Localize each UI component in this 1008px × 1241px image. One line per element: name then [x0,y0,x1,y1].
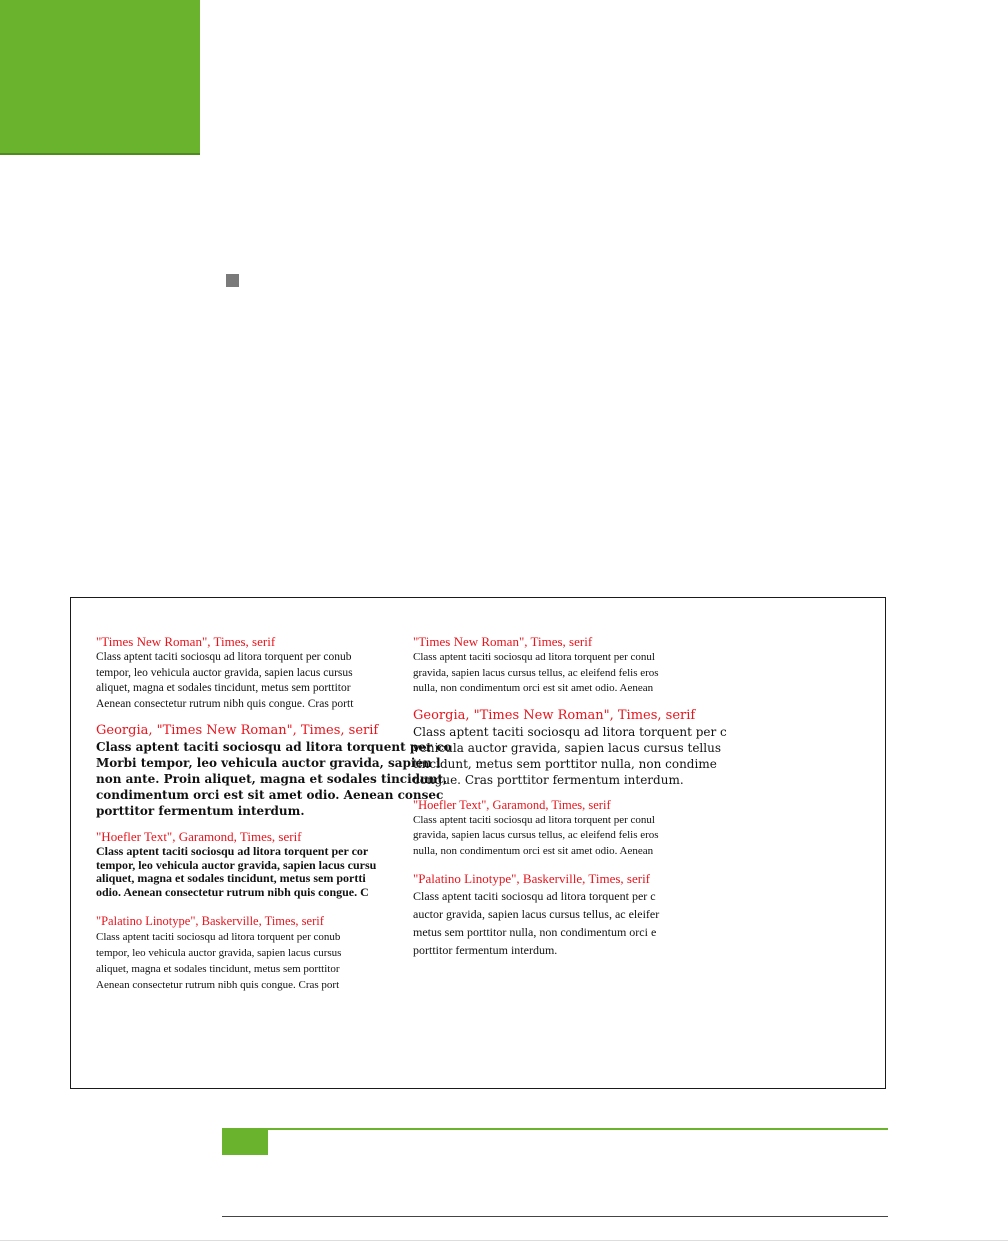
note-tab-marker [222,1128,268,1155]
sample-line: Class aptent taciti sociosqu ad litora torquent per c [413,889,656,903]
sample-line: aliquet, magna et sodales tincidunt, metus sem porttitor [96,963,340,975]
sample-line: Class aptent taciti sociosqu ad litora torquent per c [413,724,727,739]
sample-line: nulla, non condimentum orci est sit amet odio. Aenean [413,682,654,694]
sample-line: congue. Cras porttitor fermentum interdum. [413,772,684,787]
font-sample [413,634,702,697]
note-bottom-rule [222,1216,888,1217]
font-sample [96,634,390,712]
sample-line: Class aptent taciti sociosqu ad litora torquent per conul [413,651,655,663]
font-sample [96,829,390,899]
sample-line: Aenean consectetur rutrum nibh quis congue. Cras portt [96,697,354,710]
sample-line: odio. Aenean consectetur rutrum nibh quis congue. C [96,884,369,899]
font-sample [96,722,452,819]
sample-line: vehicula auctor gravida, sapien lacus cursus tellus [413,740,721,755]
sample-paragraph [413,724,727,788]
sample-line: Aenean consectetur rutrum nibh quis congue. Cras port [96,979,340,991]
sample-paragraph [96,739,452,819]
font-stack-label: "Palatino Linotype", Baskerville, Times, serif [96,914,324,928]
font-sample [96,913,390,993]
sample-line: Class aptent taciti sociosqu ad litora torquent per cor [96,844,369,858]
font-stack-label: "Hoefler Text", Garamond, Times, serif [413,797,611,812]
chapter-color-block [0,0,200,153]
sample-line: tincidunt, metus sem porttitor nulla, non condime [413,756,717,771]
sample-paragraph [96,929,390,993]
sample-paragraph [413,813,702,860]
sample-line: metus sem porttitor nulla, non condimentum orci e [413,925,657,939]
font-stack-label: "Hoefler Text", Garamond, Times, serif [96,829,302,844]
sample-line: non ante. Proin aliquet, magna et sodales tincidunt, [96,772,448,786]
sample-line: tempor, leo vehicula auctor gravida, sapien lacus cursus [96,666,353,679]
sample-line: nulla, non condimentum orci est sit amet odio. Aenean [413,844,654,857]
font-stack-label: "Times New Roman", Times, serif [413,634,593,649]
sample-line: Class aptent taciti sociosqu ad litora torquent per conub [96,931,341,943]
bullet-square-icon [226,274,239,287]
sample-line: Morbi tempor, leo vehicula auctor gravida, sapien l [96,756,441,770]
sample-paragraph [413,650,702,697]
sample-line: auctor gravida, sapien lacus cursus tellus, ac eleifer [413,907,660,921]
font-stack-label: Georgia, "Times New Roman", Times, serif [96,723,379,738]
sample-line: aliquet, magna et sodales tincidunt, metus sem portti [96,871,366,885]
font-sample [413,798,702,860]
sample-line: Class aptent taciti sociosqu ad litora torquent per conub [96,651,352,663]
sample-paragraph [96,650,390,712]
sample-paragraph [413,887,702,959]
sample-line: aliquet, magna et sodales tincidunt, metus sem porttitor [96,682,351,694]
font-stack-label: "Times New Roman", Times, serif [96,634,276,649]
font-stack-label: "Palatino Linotype", Baskerville, Times, serif [413,871,651,886]
sample-line: gravida, sapien lacus cursus tellus, ac eleifend felis eros [413,829,659,841]
font-sample [413,707,727,788]
figure-left-column [96,634,452,993]
chapter-color-block-edge [0,153,200,155]
font-stack-figure [70,597,886,1089]
note-top-rule [222,1128,888,1130]
font-stack-label: Georgia, "Times New Roman", Times, serif [413,707,696,723]
sample-line: tempor, leo vehicula auctor gravida, sapien lacus cursu [96,857,377,872]
font-sample [413,870,702,959]
sample-paragraph [96,845,390,899]
sample-line: porttitor fermentum interdum. [413,943,558,957]
sample-line: porttitor fermentum interdum. [96,804,305,818]
sample-line: tempor, leo vehicula auctor gravida, sapien lacus cursus [96,947,342,959]
sample-line: Class aptent taciti sociosqu ad litora torquent per co [96,740,452,754]
sample-line: Class aptent taciti sociosqu ad litora torquent per conul [413,813,655,826]
sample-line: condimentum orci est sit amet odio. Aenean consec [96,788,444,802]
sample-line: gravida, sapien lacus cursus tellus, ac eleifend felis eros [413,666,659,679]
figure-right-column [413,634,727,959]
